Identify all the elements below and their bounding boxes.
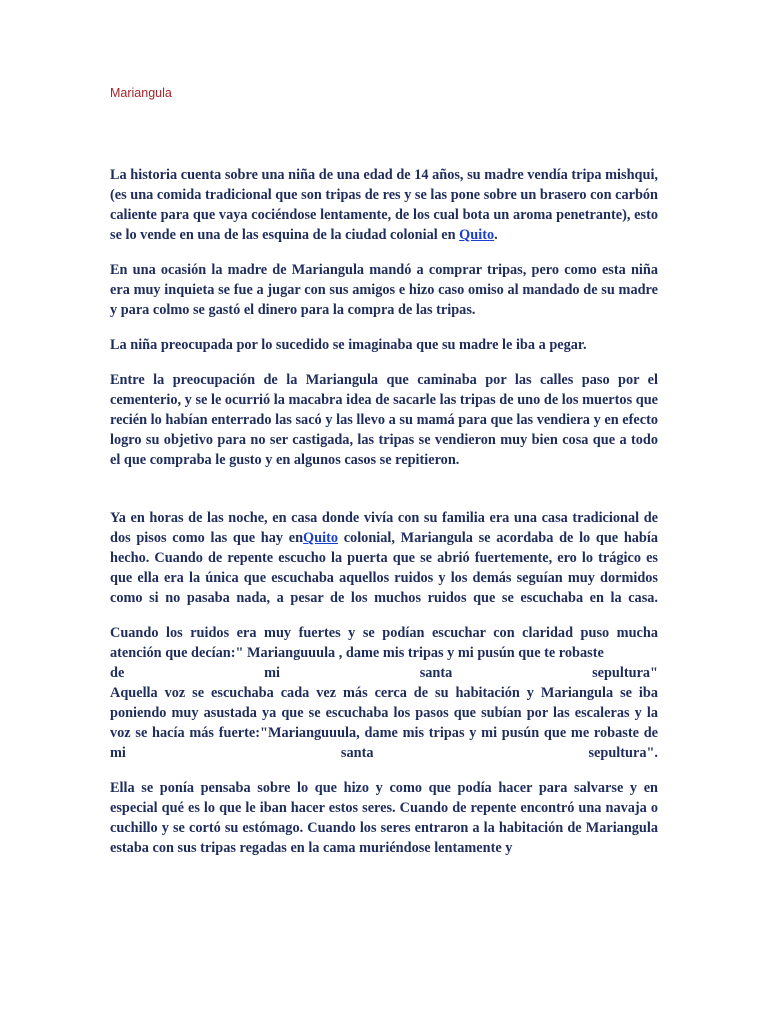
paragraph-3: La niña preocupada por lo sucedido se imaginaba que su madre le iba a pegar. <box>110 337 587 353</box>
document-body <box>110 165 658 873</box>
quito-link-2[interactable]: Quito <box>303 530 339 546</box>
paragraph-5: Ya en horas de las noche, en casa donde vivía con su familia era una casa tradicional de dos pisos como las que hay enQuito colonial, Mariangula se acordaba de lo que había hecho. Cuando de repente escucho la puerta que se abrió fuertemente, ero lo trágico es que ella era la única que escuchaba aquellos ruidos y los demás seguían muy dormidos como si no pasaba nada, a pesar de los muchos ruidos que se escuchaba en la casa. <box>110 510 658 606</box>
paragraph-4: Entre la preocupación de la Mariangula que caminaba por las calles paso por el cementerio, y se le ocurrió la macabra idea de sacarle las tripas de uno de los muertos que recién lo habían enterrado las sacó y las llevo a su mamá para que las vendiera y en efecto logro su objetivo para no ser castigada, las tripas se vendieron muy bien cosa que a todo el que compraba le gusto y en algunos casos se repitieron. <box>110 372 658 468</box>
paragraph-6-part-b: de mi santa sepultura" <box>110 665 658 681</box>
paragraph-1-text: La historia cuenta sobre una niña de una edad de 14 años, su madre vendía tripa mishqui, (es una comida tradicional que son tripas de res y se las pone sobre un brasero con carbón caliente para que vaya cociéndose lentamente, de los cual bota un aroma penetrante), esto se lo vende en una de las esquina de la ciudad colonial en <box>110 167 658 243</box>
paragraph-6-part-c: Aquella voz se escuchaba cada vez más cerca de su habitación y Mariangula se iba poniendo muy asustada ya que se escuchaba los pasos que subían por las escaleras y la voz se hacía más fuerte:"Marianguuula, dame mis tripas y mi pusún que me robaste de mi santa sepultura". <box>110 685 658 761</box>
paragraph-1: La historia cuenta sobre una niña de una edad de 14 años, su madre vendía tripa mishqui, (es una comida tradicional que son tripas de res y se las pone sobre un brasero con carbón caliente para que vaya cociéndose lentamente, de los cual bota un aroma penetrante), esto se lo vende en una de las esquina de la ciudad colonial en Quito. <box>110 167 658 243</box>
paragraph-7: Ella se ponía pensaba sobre lo que hizo y como que podía hacer para salvarse y en especial qué es lo que le iban hacer estos seres. Cuando de repente encontró una navaja o cuchillo y se cortó su estómago. Cuando los seres entraron a la habitación de Mariangula estaba con sus tripas regadas en la cama muriéndose lentamente y <box>110 780 658 856</box>
paragraph-6 <box>110 623 658 763</box>
paragraph-2: En una ocasión la madre de Mariangula mandó a comprar tripas, pero como esta niña era muy inquieta se fue a jugar con sus amigos e hizo caso omiso al mandado de su madre y para colmo se gastó el dinero para la compra de las tripas. <box>110 262 658 318</box>
paragraph-6-part-a: Cuando los ruidos era muy fuertes y se podían escuchar con claridad puso mucha atención que decían:" Marianguuula , dame mis tripas y mi pusún que te robaste <box>110 625 658 661</box>
quito-link[interactable]: Quito <box>459 227 495 243</box>
document-title: Mariangula <box>110 86 172 100</box>
